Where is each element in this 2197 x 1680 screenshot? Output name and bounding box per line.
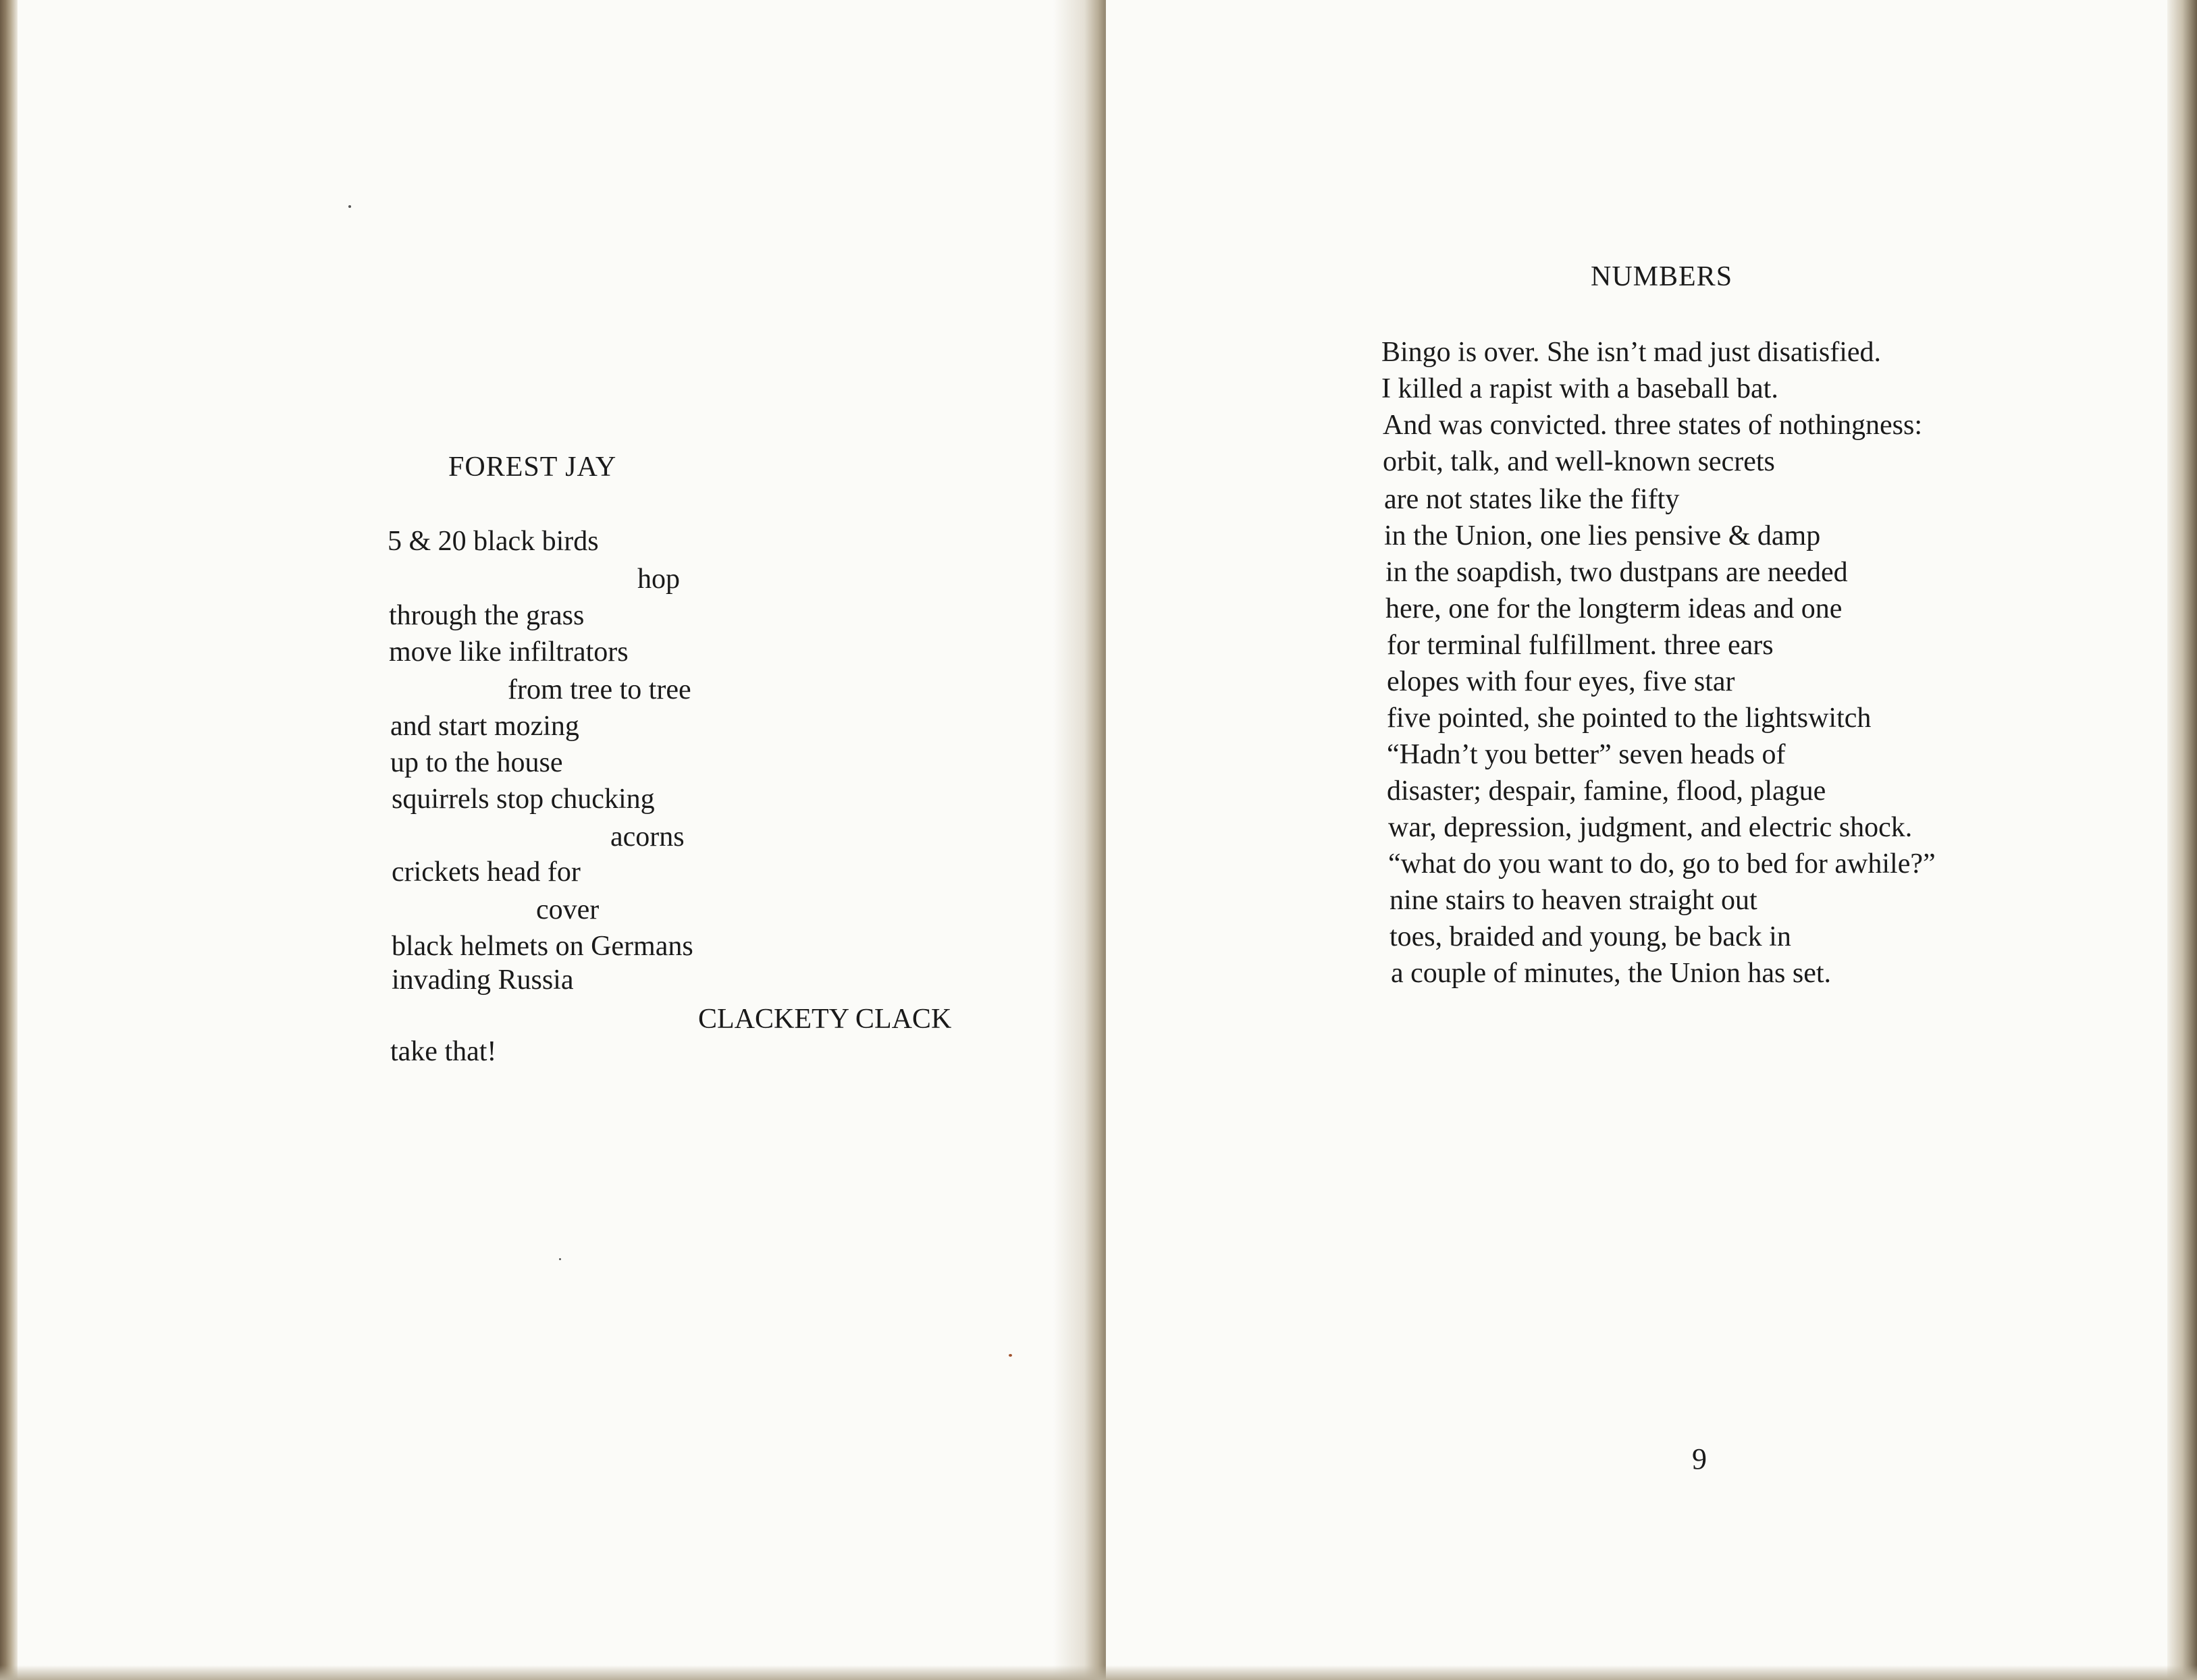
poem-line: squirrels stop chucking [392,784,655,815]
poem-line: cover [536,894,600,925]
poem-line: from tree to tree [508,674,691,705]
poem-line: a couple of minutes, the Union has set. [1391,958,1832,989]
poem-line: are not states like the fifty [1384,484,1680,515]
poem-line: and start mozing [390,711,579,742]
poem-line: acorns [610,821,685,852]
poem-line: take that! [390,1036,497,1067]
paper-speck [348,205,351,208]
poem-title-forest-jay: FOREST JAY [448,452,617,483]
poem-line: here, one for the longterm ideas and one [1385,593,1843,624]
paper-speck [1009,1354,1012,1357]
poem-line: in the soapdish, two dustpans are needed [1385,557,1848,588]
right-page [1106,0,2197,1680]
left-page [0,0,1098,1680]
poem-line: disaster; despair, famine, flood, plague [1387,776,1826,807]
poem-line: crickets head for [392,857,581,888]
left-page-edge [0,0,18,1680]
poem-line: for terminal fulfillment. three ears [1387,630,1774,661]
poem-line: toes, braided and young, be back in [1389,921,1791,952]
poem-line: Bingo is over. She isn’t mad just disatisfied. [1381,337,1882,368]
poem-line: hop [637,564,680,595]
poem-line: war, depression, judgment, and electric shock. [1388,812,1913,843]
bottom-shadow [0,1665,2197,1680]
poem-line: invading Russia [392,965,574,996]
right-page-edge [2167,0,2197,1680]
paper-speck [559,1258,561,1260]
poem-line: “Hadn’t you better” seven heads of [1387,739,1786,770]
poem-line: nine stairs to heaven straight out [1389,885,1757,916]
poem-line: in the Union, one lies pensive & damp [1384,520,1821,551]
poem-line: “what do you want to do, go to bed for awhile?” [1388,848,1936,879]
poem-line: move like infiltrators [389,636,629,668]
poem-line: CLACKETY CLACK [698,1004,952,1035]
poem-line: elopes with four eyes, five star [1387,666,1735,697]
poem-line: And was convicted. three states of nothingness: [1383,410,1922,441]
poem-line: I killed a rapist with a baseball bat. [1381,373,1778,404]
page-number: 9 [1692,1442,1707,1475]
poem-line: up to the house [390,747,563,778]
poem-line: five pointed, she pointed to the lightswitch [1387,703,1872,734]
poem-line: through the grass [389,600,585,631]
poem-line: orbit, talk, and well-known secrets [1383,446,1775,477]
poem-line: 5 & 20 black birds [388,526,599,557]
poem-title-numbers: NUMBERS [1591,261,1733,292]
poem-line: black helmets on Germans [392,931,693,962]
